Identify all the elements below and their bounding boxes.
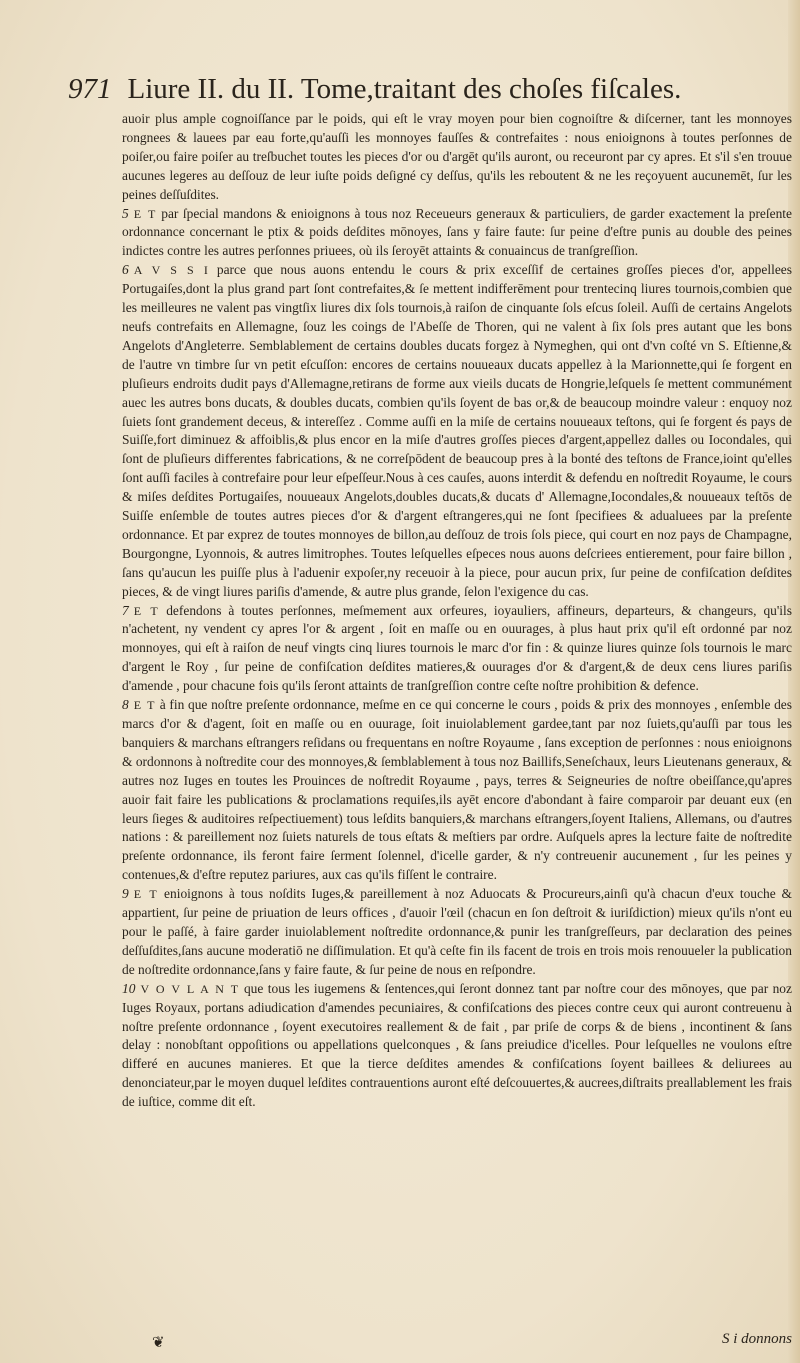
article-number: 9 — [122, 886, 129, 902]
running-header — [68, 72, 788, 106]
paragraph-text: enioignons à tous noſdits Iuges,& pareillement à noz Aduocats & Procureurs,ainſi qu'à chacun d'eux touche & appartient, ſur peine de priuation de leurs offices , d'auoir l'œil (chacun en ſon deſtroit & iuriſdiction) mieux qu'ils n'ont eu pour le paſſé, à faire garder inuiolablement noſtredite ordonnance,& punir les tranſgreſſeurs, par declaration des peines deſſuſdites,ſans aucune moderatiō ne diſſimulation. Et qu'à ceſte fin ils facent de trois en trois mois renouueler la publication de noſtredite ordonnance,ſans y faire faute, & ſur peine de nous en reſpondre. — [122, 886, 792, 977]
article-number: 5 — [122, 205, 129, 221]
paragraph — [122, 205, 792, 262]
running-title: Liure II. du II. Tome,traitant des choſes fiſcales. — [127, 73, 682, 105]
catchword: S i donnons — [721, 1331, 792, 1347]
paragraph — [122, 602, 792, 697]
lead-words: E T — [133, 698, 156, 713]
paragraph — [122, 885, 792, 980]
paragraph-text: à fin que noſtre preſente ordonnance, meſme en ce qui concerne le cours , poids & prix des monnoyes , enſemble des marcs d'or & d'agent, ſoit en maſſe ou en ouurage, ſoit inuiolablement gardee,tant par noz ſuiets,qu'auſſi par tous les banquiers & marchans eſtrangers reſidans ou frequentans en noſtre Royaume , ſans exception de perſonnes : nous enioignons & ordonnons à noſtredite cour des monnoyes,& ſemblablement à tous noz Baillifs,Seneſchaux, leurs Lieutenans generaux, & autres noz Iuges en toutes les Prouinces de noſtredit Royaume , pays, terres & Seigneuries de noſtre obeiſſance,qu'apres auoir fait faire les publications & proclamations requiſes,ils ayēt encore d'abondant à faire comparoir par deuant eux (en leurs ſieges & auditoires reſpectiuement) tous leſdits banquiers,& marchans eſtrangers,ſoyent Italiens, Allemans, ou d'autres nations : & pareillement noz ſuiets naturels de tous eſtats & meſtiers par ordre. Auſquels apres la lecture faite de noſtredite preſente ordonnance, ils feront faire ſerment ſolennel, d'icelle garder, & n'y contreuenir aucunement , ſur les peines y contenues,& d'eſtre reputez pariures, aux cas qu'ils fiſſent le contraire. — [122, 697, 793, 883]
paragraph — [122, 980, 792, 1112]
body-text — [122, 110, 792, 1112]
lead-words: E T — [133, 206, 157, 221]
article-number: 7 — [122, 602, 129, 618]
paragraph — [122, 110, 792, 205]
paragraph — [122, 261, 792, 601]
paragraph-text: defendons à toutes perſonnes, meſmement aux orfeures, ioyauliers, affineurs, departeurs, & changeurs, qu'ils n'achetent, ny vendent cy apres l'or & argent , ſoit en maſſe ou en ouurages, à plus haut prix qu'il eſt ordonné par noz monnoyes, qui eſt à raiſon de neuf vingts cinq liures tournois le marc d'or fin : & quinze liures quinze ſols tournois le marc d'argent le Roy , ſur peine de confiſcation deſdites matieres,& ouurages d'or & d'argent,& de deux cens liures pariſis d'amende , pour chacune fois qu'ils ſeront attaints de tranſgreſſion contre ceſte noſtre prohibition & defence. — [122, 602, 792, 694]
lead-words: E T — [133, 603, 160, 618]
paragraph — [122, 696, 792, 885]
lead-words: E T — [133, 887, 159, 902]
lead-words: V O V L A N T — [140, 981, 240, 996]
paragraph-text: parce que nous auons entendu le cours & prix exceſſif de certaines groſſes pieces d'or, appellees Portugaiſes,dont la plus grand part ſont contrefaites,& ſe mettent indifferēment pour trentecinq liures tournois,combien que les meilleures ne valent pas vingtſix liures dix ſols tournois,à raiſon de cinquante ſols eſcus ſoleil. Auſſi de certains Angelots neufs contrefaits en Allemagne, ſouz les coings de l'Abeſſe de Thoren, qui ne valent à ſix ſols pres autant que les bons Angelots d'Angleterre. Semblablement de certains doubles ducats forgez à Nymeghen, qui ont d'vn coſté vn S. Eſtienne,& de l'autre vn timbre ſur vn petit eſcuſſon: encores de certains nouueaux ducats appellez à la Marionnette,qui ſe forgent en pluſieurs endroits dudit pays d'Allemagne,retirans de forme aux vieils ducats de Hongrie,leſquels ſe mettent communément auec les autres bons ducats, & doubles ducats, combien qu'ils ſoyent de bas or,& de beaucoup moindre valeur : enquoy noz ſuiets ſont grandement deceus, & intereſſez . Comme auſſi en la miſe de certains nouueaux teſtons, qui ſe forgent és pays de Suiſſe,fort diminuez & affoiblis,& plus encor en la miſe d'autres groſſes pieces d'argent,appellez dalles ou Iocondales, qui ſont de pluſieurs differentes fabrications, & ne correſpōdent de beaucoup pres à la bonté des teſtons de France,ioint qu'elles ſont auſſi faciles à contrefaire pour leur eſpeſſeur.Nous à ces cauſes, auons interdit & defendu en noſtredit Royaume, le cours & miſes deſdites Portugaiſes, nouueaux Angelots,doubles ducats,& ducats d' Allemagne,Iocondales,& nouueaux teſtōs de Suiſſe enſemble de toutes autres pieces d'or & d'argent eſtrangeres,qui ne ſont ſpecifiees & adualuees par la preſente ordonnance. Et par exprez de toutes monnoyes de billon,au deſſouz de trois ſols piece, qui court en noz pays de Champagne, Bourgongne, Lyonnois, & autres limitrophes. Toutes leſquelles eſpeces nous auons deſcriees entierement, pour faire billon , ſans qu'aucun les puiſſe plus à l'aduenir expoſer,ny receuoir à la piece, pour aucun prix, ſur peine de confiſcation deſdites pieces, & de vingt liures pariſis d'amende, & autre plus grande, ſelon l'exigence du cas. — [122, 262, 792, 599]
article-number: 6 — [122, 262, 129, 278]
article-number: 10 — [122, 980, 136, 996]
page-number: 971 — [68, 73, 112, 105]
article-number: 8 — [122, 697, 129, 713]
paragraph-text: que tous les iugemens & ſentences,qui ſeront donnez tant par noſtre cour des mōnoyes, que par noz Iuges Royaux, portans adiudication d'amendes pecuniaires, & confiſcations des pieces contre ceux qui auront contreuenu à noſtre preſente ordonnance , ſoyent executoires reallement & de fait , par priſe de corps & de biens , incontinent & ſans delay : nonobſtant oppoſitions ou appellations quelconques , & ſans preiudice d'icelles. Pour leſquelles ne voulons eſtre differé en aucunes manieres. Et que la tierce deſdites amendes & confiſcations ſoyent baillees & deliurees au denonciateur,par le moyen duquel leſdites contrauentions auront eſté deſcouuertes,& aucrees,diſtraits preallablement les frais de iuſtice, comme dit eſt. — [122, 980, 792, 1110]
footer — [122, 1331, 792, 1353]
lead-words: A V S S I — [133, 263, 210, 278]
paragraph-text: auoir plus ample cognoiſſance par le poids, qui eſt le vray moyen pour bien cognoiſtre & diſcerner, tant les monnoyes rongnees & lauees par eau forte,qu'auſſi les monnoyes fauſſes & contrefaites : nous enioignons à toutes perſonnes de poiſer,ou faire poiſer au treſbuchet toutes les pieces d'or ou d'argēt qu'ils auront, ou receuront par cy apres. Et s'il s'en trouue aucunes legeres au deſſouz de leur iuſte poids deſigné cy deſſus, qu'ils les reboutent & ne les reçoyuent aucunemēt, ſur les peines deſſuſdites. — [122, 111, 792, 202]
paragraph-text: par ſpecial mandons & enioignons à tous noz Receueurs generaux & particuliers, de garder exactement la preſente ordonnance concernant le ptix & poids deſdites mōnoyes, ſans y faire faute: ſur peine d'eſtre punis au double des peines indictes contre les autres perſonnes priuees, où ils ſeroyēt attaints & conuaincus de tranſgreſſion. — [122, 205, 792, 259]
fleuron-ornament: ❦ — [152, 1335, 165, 1351]
